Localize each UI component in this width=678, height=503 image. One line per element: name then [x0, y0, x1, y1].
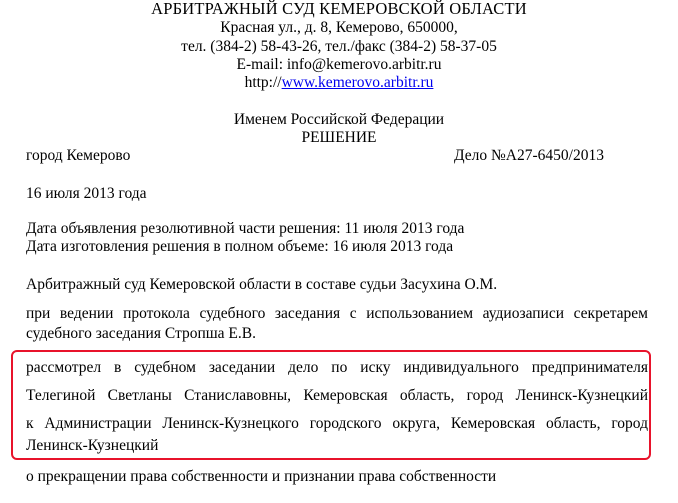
body-line-5: Телегиной Светланы Станиславовны, Кемеровская область, город Ленинск-Кузнецкий	[26, 387, 648, 404]
city: город Кемерово	[26, 147, 131, 164]
full-date: Дата изготовления решения в полном объеме: 16 июля 2013 года	[26, 238, 454, 255]
announce-date: Дата объявления резолютивной части решения: 11 июля 2013 года	[26, 220, 465, 237]
website-prefix: http://	[244, 74, 282, 91]
decision-date: 16 июля 2013 года	[26, 185, 147, 202]
court-email: E-mail: info@kemerovo.arbitr.ru	[236, 56, 442, 73]
court-name: АРБИТРАЖНЫЙ СУД КЕМЕРОВСКОЙ ОБЛАСТИ	[151, 0, 527, 18]
body-line-6: к Администрации Ленинск-Кузнецкого городского округа, Кемеровская область, город	[26, 415, 648, 432]
body-line-4: рассмотрел в судебном заседании дело по иску индивидуального предпринимателя	[26, 359, 648, 376]
body-line-3: судебного заседания Стропша Е.В.	[26, 325, 256, 342]
website-link[interactable]: www.kemerovo.arbitr.ru	[281, 74, 434, 91]
court-website	[0, 74, 678, 92]
document-type: РЕШЕНИЕ	[301, 129, 377, 146]
body-line-8: о прекращении права собственности и признании права собственности	[26, 468, 497, 485]
body-line-1: Арбитражный суд Кемеровской области в составе судьи Засухина О.М.	[26, 276, 498, 293]
case-number: Дело №А27-6450/2013	[454, 147, 604, 164]
court-phones: тел. (384-2) 58-43-26, тел./факс (384-2) 58-37-05	[181, 38, 497, 55]
body-line-7: Ленинск-Кузнецкий	[26, 437, 159, 454]
body-line-2: при ведении протокола судебного заседания с использованием аудиозаписи секретарем	[26, 305, 648, 322]
preamble: Именем Российской Федерации	[233, 111, 445, 128]
court-address: Красная ул., д. 8, Кемерово, 650000,	[220, 19, 458, 36]
